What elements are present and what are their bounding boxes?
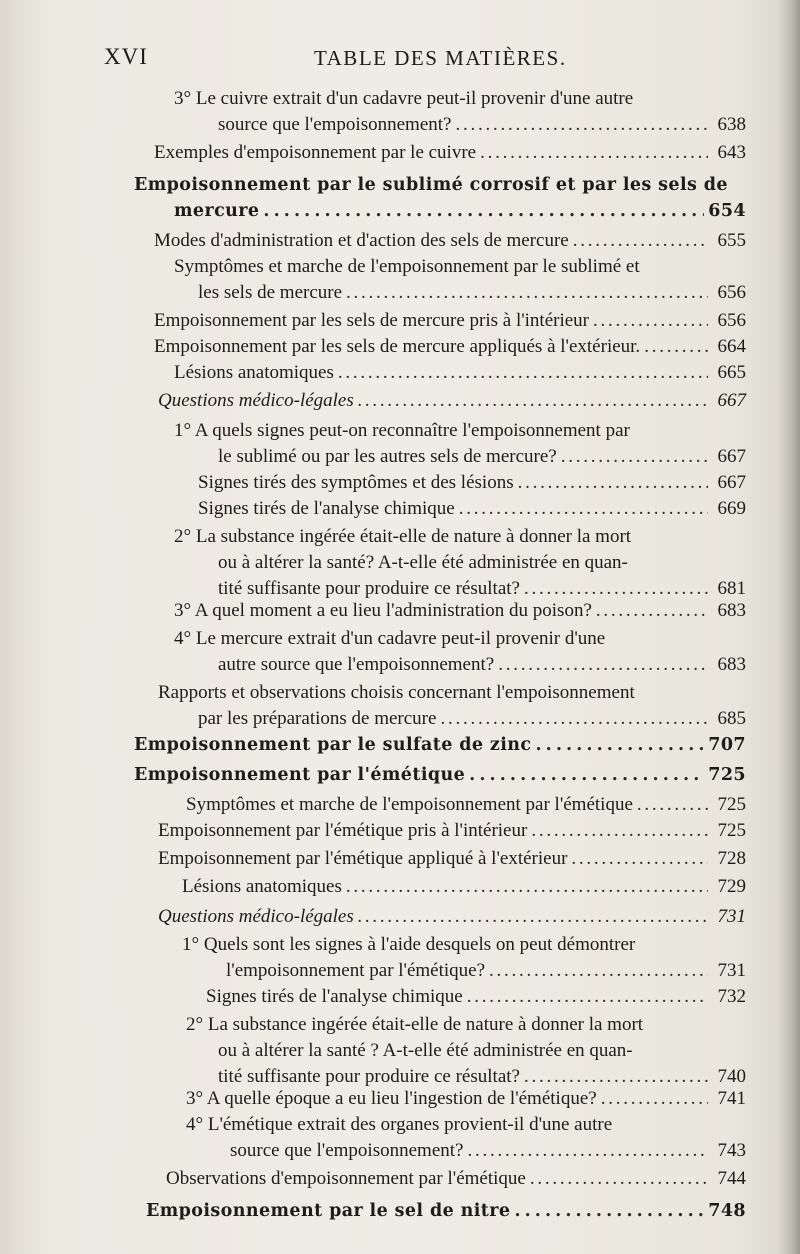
toc-entry-title: source que l'empoisonnement? (230, 1140, 464, 1161)
running-title: TABLE DES MATIÈRES. (314, 46, 567, 70)
toc-page-number: 728 (717, 848, 746, 869)
toc-entry (0, 360, 800, 386)
toc-page-number: 655 (717, 230, 746, 251)
toc-entry-title: Empoisonnement par l'émétique appliqué à l'extérieur (158, 848, 568, 869)
toc-page-number: 669 (717, 498, 746, 519)
page-number: XVI (104, 44, 148, 69)
toc-entry-title: ou à altérer la santé ? A-t-elle été administrée en quan- (218, 1040, 633, 1061)
toc-entry (0, 846, 800, 872)
toc-entry-title: 3° A quelle époque a eu lieu l'ingestion de l'émétique? (186, 1088, 597, 1109)
dot-leader (561, 444, 708, 470)
toc-entry (0, 792, 800, 818)
toc-page-number: 664 (717, 336, 746, 357)
dot-leader (571, 846, 708, 872)
toc-entry (0, 680, 800, 732)
toc-page-number: 685 (717, 708, 746, 729)
toc-entry (0, 172, 800, 224)
dot-leader (346, 874, 708, 900)
toc-entry-title: Empoisonnement par le sublimé corrosif et par les sels de (134, 175, 728, 195)
toc-page-number: 654 (708, 201, 746, 221)
toc-page-number: 732 (717, 986, 746, 1007)
toc-page-number: 740 (717, 1066, 746, 1087)
toc-entry (0, 932, 800, 984)
toc-entry-title: 3° Le cuivre extrait d'un cadavre peut-il provenir d'une autre (174, 88, 634, 109)
toc-entry-title: Rapports et observations choisis concernant l'empoisonnement (158, 682, 635, 703)
toc-entry-title: Empoisonnement par l'émétique pris à l'intérieur (158, 820, 528, 841)
toc-page-number: 667 (717, 390, 746, 411)
toc-entry-title: Observations d'empoisonnement par l'émétique (166, 1168, 526, 1189)
toc-entry-title: par les préparations de mercure (198, 708, 437, 729)
toc-entry-title: mercure (174, 201, 260, 221)
toc-page-number: 729 (717, 876, 746, 897)
dot-leader (531, 818, 708, 844)
dot-leader (530, 1166, 708, 1192)
toc-page-number: 725 (708, 765, 746, 785)
dot-leader (459, 496, 708, 522)
toc-entry-title: tité suffisante pour produire ce résultat? (218, 578, 520, 599)
toc-entry (0, 388, 800, 414)
toc-entry (0, 334, 800, 360)
toc-entry (0, 254, 800, 306)
toc-entry-title: le sublimé ou par les autres sels de mercure? (218, 446, 557, 467)
dot-leader (358, 388, 708, 414)
toc-entry-title: Signes tirés des symptômes et des lésions (198, 472, 514, 493)
dot-leader (498, 652, 708, 678)
page-header (104, 44, 754, 80)
toc-page-number: 725 (717, 794, 746, 815)
toc-entry (0, 984, 800, 1010)
toc-entry (0, 496, 800, 522)
toc-entry (0, 1012, 800, 1090)
toc-entry (0, 904, 800, 930)
dot-leader (489, 958, 708, 984)
toc-entry-title: 1° A quels signes peut-on reconnaître l'empoisonnement par (174, 420, 630, 441)
toc-entry (0, 418, 800, 470)
toc-entry-title: les sels de mercure (198, 282, 343, 303)
toc-entry (0, 626, 800, 678)
toc-entry-title: Questions médico-légales (158, 390, 354, 411)
toc-page-number: 683 (717, 600, 746, 621)
toc-entry-title: 1° Quels sont les signes à l'aide desquels on peut démontrer (182, 934, 636, 955)
toc-entry (0, 1198, 800, 1224)
dot-leader (535, 732, 704, 758)
toc-entry-title: Symptômes et marche de l'empoisonnement par l'émétique (186, 794, 633, 815)
dot-leader (358, 904, 708, 930)
dot-leader (601, 1086, 708, 1112)
toc-entry-title: Signes tirés de l'analyse chimique (206, 986, 463, 1007)
toc-entry (0, 874, 800, 900)
toc-entry (0, 140, 800, 166)
toc-page-number: 748 (708, 1201, 746, 1221)
toc-entry-title: 2° La substance ingérée était-elle de nature à donner la mort (174, 526, 632, 547)
toc-page-number: 731 (717, 960, 746, 981)
toc-entry-title: Empoisonnement par l'émétique (134, 765, 466, 785)
toc-page-number: 656 (717, 282, 746, 303)
toc-entry-title: 4° Le mercure extrait d'un cadavre peut-il provenir d'une (174, 628, 606, 649)
toc-page-number: 638 (717, 114, 746, 135)
toc-entry (0, 1086, 800, 1112)
dot-leader (338, 360, 708, 386)
toc-page-number: 683 (717, 654, 746, 675)
toc-entry (0, 1166, 800, 1192)
toc-entry-title: Lésions anatomiques (174, 362, 334, 383)
dot-leader (469, 762, 704, 788)
toc-page-number: 667 (717, 446, 746, 467)
dot-leader (596, 598, 708, 624)
toc-entry (0, 470, 800, 496)
toc-entry (0, 86, 800, 138)
dot-leader (593, 308, 708, 334)
toc-page-number: 665 (717, 362, 746, 383)
toc-entry (0, 228, 800, 254)
dot-leader (455, 112, 708, 138)
toc-entry-title: ou à altérer la santé? A-t-elle été administrée en quan- (218, 552, 628, 573)
toc-entry-title: tité suffisante pour produire ce résultat? (218, 1066, 520, 1087)
toc-entry-title: Modes d'administration et d'action des sels de mercure (154, 230, 569, 251)
toc-page-number: 656 (717, 310, 746, 331)
toc-page-number: 725 (717, 820, 746, 841)
toc-page-number: 707 (708, 735, 746, 755)
toc-entry (0, 1112, 800, 1164)
toc-entry (0, 732, 800, 758)
toc-page-number: 744 (717, 1168, 746, 1189)
toc-entry (0, 598, 800, 624)
toc-entry-title: l'empoisonnement par l'émétique? (226, 960, 486, 981)
toc-entry-title: 2° La substance ingérée était-elle de nature à donner la mort (186, 1014, 644, 1035)
toc-entry-title: source que l'empoisonnement? (218, 114, 452, 135)
toc-entry-title: 3° A quel moment a eu lieu l'administration du poison? (174, 600, 592, 621)
toc-entry-title: Empoisonnement par le sel de nitre (146, 1201, 511, 1221)
toc-entry-title: Symptômes et marche de l'empoisonnement par le sublimé et (174, 256, 640, 277)
toc-entry-title: Exemples d'empoisonnement par le cuivre (154, 142, 477, 163)
dot-leader (518, 470, 708, 496)
toc-page-number: 681 (717, 578, 746, 599)
toc-page-number: 667 (717, 472, 746, 493)
toc-page-number: 743 (717, 1140, 746, 1161)
dot-leader (440, 706, 708, 732)
dot-leader (346, 280, 708, 306)
dot-leader (467, 984, 708, 1010)
dot-leader (263, 198, 704, 224)
toc-page-number: 731 (717, 906, 746, 927)
toc-entry (0, 524, 800, 602)
toc-entry-title: Empoisonnement par les sels de mercure appliqués à l'extérieur. (154, 336, 641, 357)
toc-entry (0, 762, 800, 788)
toc-entry-title: 4° L'émétique extrait des organes provient-il d'une autre (186, 1114, 613, 1135)
toc-entry-title: Signes tirés de l'analyse chimique (198, 498, 455, 519)
toc-entry-title: Empoisonnement par les sels de mercure pris à l'intérieur (154, 310, 590, 331)
toc-page-number: 741 (717, 1088, 746, 1109)
dot-leader (467, 1138, 708, 1164)
dot-leader (514, 1198, 704, 1224)
dot-leader (480, 140, 708, 166)
toc-entry-title: Lésions anatomiques (182, 876, 342, 897)
toc-entry-title: Empoisonnement par le sulfate de zinc (134, 735, 532, 755)
toc-entry (0, 308, 800, 334)
toc-page-number: 643 (717, 142, 746, 163)
toc-entry (0, 818, 800, 844)
toc-entry-title: autre source que l'empoisonnement? (218, 654, 495, 675)
dot-leader (637, 792, 708, 818)
toc-entry-title: Questions médico-légales (158, 906, 354, 927)
dot-leader (573, 228, 708, 254)
dot-leader (644, 334, 708, 360)
